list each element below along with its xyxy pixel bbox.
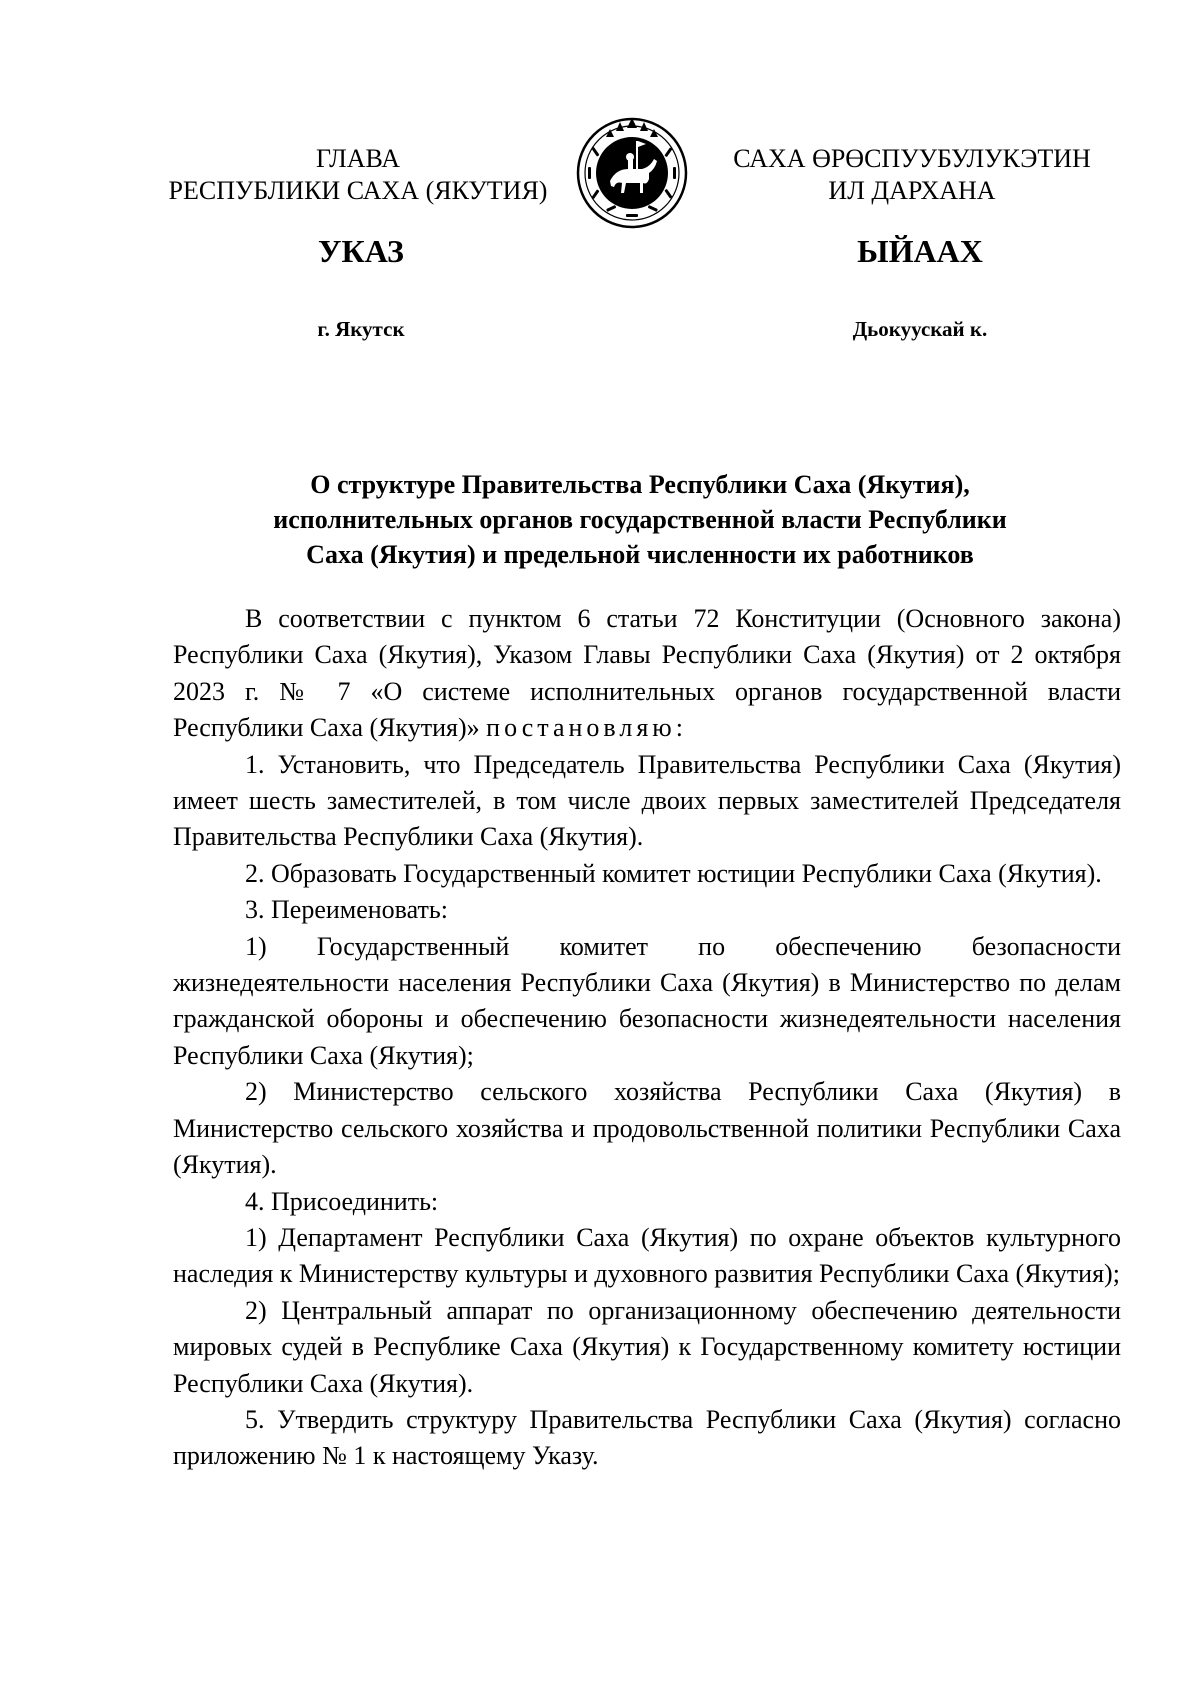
paragraph-4: 4. Присоединить: [245, 1186, 439, 1216]
header-right-line2: ИЛ ДАРХАНА [828, 176, 996, 205]
heading-line2: исполнительных органов государственной власти Республики [273, 505, 1007, 534]
preamble-text: В соответствии с пунктом 6 статьи 72 Конституции (Основного закона) Республики Саха (Якутия), Указом Главы Республики Саха (Якутия) от 2 октября 2023 г. № 7 «О системе исполнительных органов государственной власти Республики Саха (Якутия)» [173, 604, 1121, 743]
header-right-block [712, 143, 1112, 207]
paragraph-5: 5. Утвердить структуру Правительства Республики Саха (Якутия) согласно приложению № 1 к настоящему Указу. [173, 1404, 1121, 1471]
paragraph-3: 3. Переименовать: [245, 895, 448, 925]
header-left-block [158, 143, 558, 207]
place-left: г. Якутск [317, 317, 405, 341]
header-right-line1: САХА ӨРӨСПУУБУЛУКЭТИН [733, 144, 1091, 173]
document-heading [160, 467, 1120, 572]
paragraph-2: 2. Образовать Государственный комитет юстиции Республики Саха (Якутия). [245, 858, 1102, 888]
paragraph-1: 1. Установить, что Председатель Правительства Республики Саха (Якутия) имеет шесть заместителей, в том числе двоих первых заместителей Председателя Правительства Республики Саха (Якутия). [173, 749, 1121, 852]
header-left-line1: ГЛАВА [316, 144, 400, 173]
document-body [173, 601, 1121, 1475]
coat-of-arms-emblem [576, 117, 688, 229]
header-left-line2: РЕСПУБЛИКИ САХА (ЯКУТИЯ) [168, 176, 548, 205]
preamble-spaced-word: постановляю: [486, 713, 687, 743]
paragraph-4-1: 1) Департамент Республики Саха (Якутия) по охране объектов культурного наследия к Министерству культуры и духовного развития Республики Саха (Якутия); [173, 1222, 1121, 1289]
paragraph-4-2: 2) Центральный аппарат по организационному обеспечению деятельности мировых судей в Республике Саха (Якутия) к Государственному комитету юстиции Республики Саха (Якутия). [173, 1295, 1121, 1398]
paragraph-3-1: 1) Государственный комитет по обеспечению безопасности жизнедеятельности населения Республики Саха (Якутия) в Министерство по делам гражданской обороны и обеспечению безопасности жизнедеятельности населения Республики Саха (Якутия); [173, 931, 1121, 1070]
preamble-paragraph [173, 601, 1121, 747]
title-left: УКАЗ [318, 233, 404, 269]
place-right: Дьокуускай к. [852, 317, 988, 341]
heading-line3: Саха (Якутия) и предельной численности их работников [306, 540, 974, 569]
heading-line1: О структуре Правительства Республики Саха (Якутия), [310, 470, 970, 499]
paragraph-3-2: 2) Министерство сельского хозяйства Республики Саха (Якутия) в Министерство сельского хозяйства и продовольственной политики Республики Саха (Якутия). [173, 1077, 1121, 1180]
title-right: ЫЙААХ [857, 233, 983, 269]
